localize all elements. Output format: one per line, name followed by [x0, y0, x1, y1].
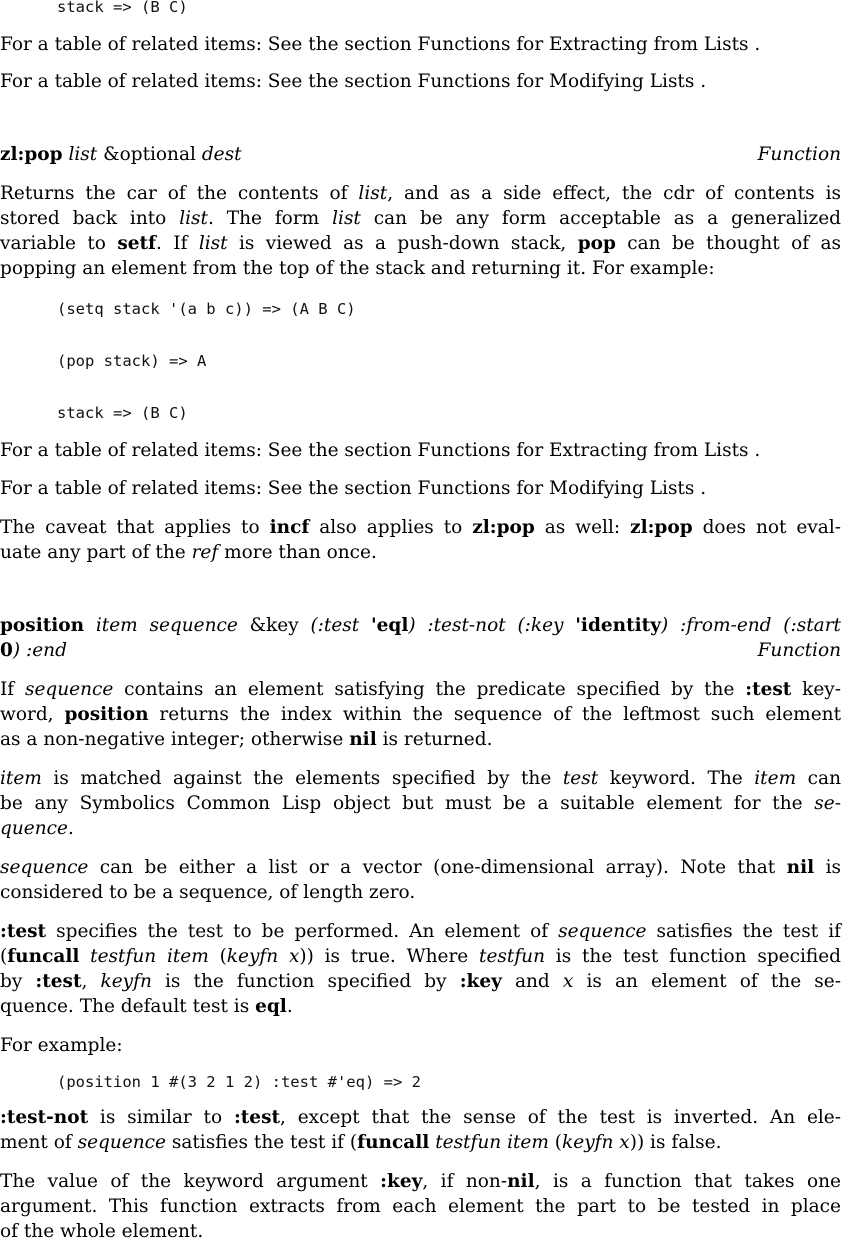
for-example-label: For example: [0, 1035, 123, 1056]
position-p6-line-3: of the whole element. [0, 1221, 204, 1242]
position-p4-line-4: quence. The default test is eql. [0, 996, 293, 1017]
code-line: (pop stack) => A [57, 352, 207, 370]
zlpop-desc-line-2: stored back into list. The form list can be any form acceptable as a generalized [0, 208, 841, 229]
position-p2-line-1: item is matched against the elements specified by the test keyword. The item can [0, 768, 841, 789]
position-p2-line-2: be any Symbolics Common Lisp object but must be a suitable element for the se- [0, 793, 841, 814]
position-header-line-1: position item sequence &key (:test 'eql) :test-not (:key 'identity) :from-end (:start [0, 615, 841, 636]
code-line: (setq stack '(a b c)) => (A B C) [57, 300, 356, 318]
position-p4-line-3: by :test, keyfn is the function specified by :key and x is an element of the se- [0, 971, 841, 992]
position-kind: Function [757, 640, 841, 661]
code-line: (position 1 #(3 2 1 2) :test #'eq) => 2 [57, 1073, 421, 1091]
section-link[interactable]: Functions for Modifying Lists [417, 478, 695, 499]
zlpop-desc-line-1: Returns the car of the contents of list, and as a side effect, the cdr of contents is [0, 183, 841, 204]
code-line: stack => (B C) [57, 404, 188, 422]
position-p1-line-2: word, position returns the index within the sequence of the leftmost such element [0, 704, 841, 725]
position-p3-line-2: considered to be a sequence, of length zero. [0, 882, 416, 903]
code-line: stack => (B C) [57, 0, 188, 16]
zlpop-desc-line-4: popping an element from the top of the stack and returning it. For example: [0, 258, 715, 279]
related-items-modifying: For a table of related items: See the section Functions for Modifying Lists . [0, 478, 707, 499]
position-p1-line-1: If sequence contains an element satisfying the predicate specified by the :test key- [0, 679, 842, 700]
zlpop-caveat-line-2: uate any part of the ref more than once. [0, 542, 377, 563]
position-p2-line-3: quence. [0, 818, 74, 839]
position-p1-line-3: as a non-negative integer; otherwise nil is returned. [0, 729, 493, 750]
zlpop-header: zl:pop list &optional dest [0, 144, 242, 165]
related-items-modifying: For a table of related items: See the section Functions for Modifying Lists . [0, 71, 707, 92]
position-p5-line-1: :test-not is similar to :test, except that the sense of the test is inverted. An ele- [0, 1107, 842, 1128]
position-p3-line-1: sequence can be either a list or a vector (one-dimensional array). Note that nil is [0, 857, 841, 878]
section-link[interactable]: Functions for Extracting from Lists [417, 34, 749, 55]
position-p5-line-2: ment of sequence satisfies the test if (funcall testfun item (keyfn x)) is false. [0, 1132, 722, 1153]
position-p6-line-1: The value of the keyword argument :key, if non-nil, is a function that takes one [0, 1171, 841, 1192]
section-link[interactable]: Functions for Extracting from Lists [417, 440, 749, 461]
zlpop-desc-line-3: variable to setf. If list is viewed as a push-down stack, pop can be thought of as [0, 233, 841, 254]
position-p6-line-2: argument. This function extracts from each element the part to be tested in place [0, 1196, 841, 1217]
related-items-extracting: For a table of related items: See the section Functions for Extracting from Lists . [0, 440, 761, 461]
zlpop-kind: Function [757, 144, 841, 165]
zlpop-caveat-line-1: The caveat that applies to incf also applies to zl:pop as well: zl:pop does not eval- [0, 517, 841, 538]
position-header-line-2: 0) :end [0, 640, 67, 661]
position-p4-line-2: (funcall testfun item (keyfn x)) is true. Where testfun is the test function specified [0, 946, 842, 967]
section-link[interactable]: Functions for Modifying Lists [417, 71, 695, 92]
related-items-extracting: For a table of related items: See the section Functions for Extracting from Lists . [0, 34, 761, 55]
position-p4-line-1: :test specifies the test to be performed. An element of sequence satisfies the test if [0, 921, 841, 942]
